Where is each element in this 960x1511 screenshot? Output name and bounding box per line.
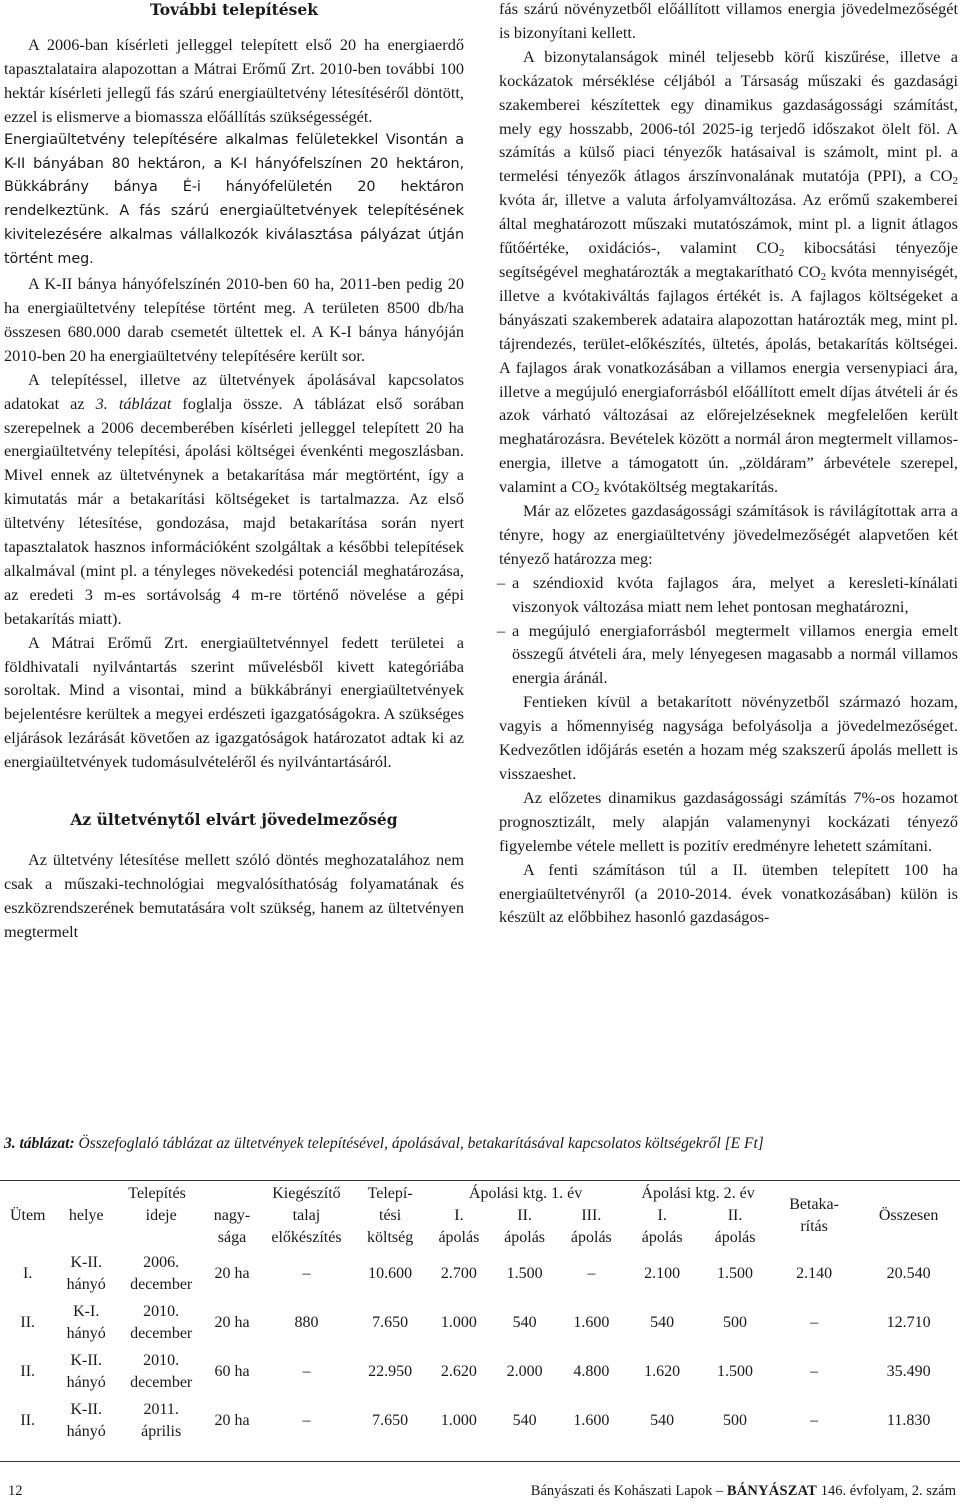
table-cell: 2.100 (644, 1264, 681, 1282)
table-cell: 540 (512, 1411, 537, 1429)
table-cell: 1.620 (644, 1362, 681, 1380)
text-fragment: kvótaköltség megtakarítás. (599, 477, 779, 497)
table-cell: – (810, 1411, 819, 1429)
paragraph: fás szárú növényzetből előállított villamos energia jövedelmezőségét is bizonyítani kellett. (499, 0, 958, 42)
table-cell: 2011. április (141, 1400, 182, 1440)
table-cell: 2.140 (796, 1264, 833, 1282)
paragraph-sans: Energiaültetvény telepítésére alkalmas felületekkel Visontán a K-II bányában 80 hektáron, a K-I hányófelszínen 20 hektáron, Bükkábrány bánya É-i hányófelületén 20 hektáron rendelkeztünk. A fás szárú energiaültetvények telepítésének kivitelezésére alkalmas vállalkozók kiválasztása pályázat útján történt meg. (4, 131, 464, 268)
table-cell: 4.800 (573, 1362, 610, 1380)
table-cell: 11.830 (886, 1411, 931, 1429)
page-number: 12 (8, 1483, 23, 1499)
table-cell: K-II. hányó (66, 1400, 106, 1440)
table-cell: – (810, 1362, 819, 1380)
journal-name: Bányászati és Kohászati Lapok – (530, 1483, 727, 1499)
table-cell: 10.600 (368, 1264, 413, 1282)
list-item: – a megújuló energiaforrásból megtermelt villamos energia emelt összegű átvételi ára, mely lényegesen magasabb a normál villamos energia áránál. (499, 619, 958, 691)
text-fragment: A telepítéssel, illetve az ültetvények ápolásával kapcsolatos adatokat az (4, 369, 464, 413)
subscript: 2 (778, 247, 785, 260)
header-i-apolas: I. ápolás (438, 1207, 480, 1246)
paragraph: A Mátrai Erőmű Zrt. energiaültetvénnyel fedett területei a földhivatali nyilvántartás szerint művelésből kivett kategóriába soroltak. Mind a visontai, mind a bükkábrányi energiaültetvények bejelentésre kerültek a megyei erdészeti igazgatóságokra. A szükséges eljárások lezárását követően az igazgatóságok határozatot adtak ki az energiaültetvények tudomásulvételéről és nyilvántartásáról. (4, 632, 464, 772)
paragraph: A K-II bánya hányófelszínén 2010-ben 60 ha, 2011-ben pedig 20 ha energiaültetvény telepítése történt meg. A területen 8500 db/ha összesen 680.000 darab csemetét ültettek el. A K-I bánya hányóján 2010-ben 20 ha energiaültetvény telepítésére került sor. (4, 274, 464, 365)
text-fragment: kibocsátási tényezője segítségével meghatározták a megtakarítható CO (499, 238, 959, 281)
table-top-rule (0, 1180, 960, 1181)
table-cell: K-I. hányó (66, 1302, 106, 1342)
table-cell: 1.000 (440, 1313, 477, 1331)
header-ii-apolas: II. ápolás (504, 1207, 546, 1246)
subscript: 2 (952, 175, 958, 188)
table-cell: 1.500 (717, 1264, 754, 1282)
table-cell: II. (20, 1362, 36, 1380)
paragraph: A 2006-ban kísérleti jelleggel telepített első 20 ha energiaerdő tapasztalataira alapozottan a Mátrai Erőmű Zrt. 2010-ben további 100 hektár kísérleti jellegű fás szárú energiaültetvény létesítéséről döntött, ezzel is elismerve a biomassza előállítás szükségességét. (4, 35, 464, 126)
table-cell: 35.490 (886, 1362, 931, 1380)
table-body (0, 1249, 960, 1445)
table-cell: 880 (294, 1313, 319, 1331)
header-betakaritas: Betaka- rítás (789, 1196, 839, 1235)
left-body (4, 33, 464, 774)
cost-table (0, 1183, 960, 1445)
text-fragment: kvóta ár, illetve a valuta árfolyamváltozása. Az erőmű szakemberei által meghatározott műszaki mutatószámok, mint pl. a lignit átlagos fűtőértéke, oxidációs-, valamint CO (499, 190, 958, 258)
header-ii-apolas-2: II. ápolás (714, 1207, 756, 1246)
header-helye: helye (68, 1207, 104, 1224)
table-cell: – (302, 1411, 311, 1429)
factor-list (499, 571, 958, 691)
table-cell: 20 ha (214, 1411, 250, 1429)
table-cell: 500 (723, 1313, 748, 1331)
header-apolasi-1: Ápolási ktg. 1. év (468, 1185, 583, 1202)
table-cell: 2.000 (506, 1362, 543, 1380)
subscript: 2 (820, 270, 827, 283)
table-cell: 12.710 (886, 1313, 931, 1331)
table-caption-label: 3. táblázat: (4, 1135, 75, 1152)
table-cell: 7.650 (372, 1411, 409, 1429)
header-utem: Ütem (9, 1207, 46, 1224)
table-cell: 20.540 (886, 1264, 931, 1282)
table-cell: 540 (650, 1411, 675, 1429)
table-cell: 2010. december (130, 1351, 193, 1391)
table-reference: 3. táblázat (95, 393, 172, 413)
table-cell: 20 ha (214, 1264, 250, 1282)
table-cell: II. (20, 1313, 36, 1331)
subscript: 2 (593, 486, 600, 499)
table-caption (4, 1133, 960, 1155)
paragraph: A fenti számításon túl a II. ütemben telepített 100 ha energiaültetvényről (a 2010-2014. évek vonatkozásában) külön is készült az előbbihez hasonló gazdaságos- (499, 859, 958, 927)
paragraph: Már az előzetes gazdaságossági számítások is rávilágítottak arra a tényre, hogy az energiaültetvény jövedelmezőségét alapvetően két tényező határozza meg: (499, 501, 958, 568)
table-cell: 540 (650, 1313, 675, 1331)
table-row (0, 1249, 960, 1298)
table-cell: 2.700 (440, 1264, 477, 1282)
list-item: – a széndioxid kvóta fajlagos ára, melyet a keresleti-kínálati viszonyok változása miatt nem lehet pontosan meghatározni, (499, 571, 958, 619)
table-cell: 1.600 (573, 1411, 610, 1429)
table-cell: 2010. december (130, 1302, 193, 1342)
table-cell: 7.650 (372, 1313, 409, 1331)
right-body (499, 0, 958, 929)
table-cell: – (810, 1313, 819, 1331)
table-cell: – (587, 1264, 596, 1282)
table-cell: 500 (723, 1411, 748, 1429)
table-row (0, 1396, 960, 1445)
paragraph: Az előzetes dinamikus gazdaságossági számítás 7%-os hozamot prognosztizált, mely alapján valamenynyi kockázati tényező figyelembe vétele mellett is pozitív eredményre lehetett számítani. (499, 787, 958, 855)
table-cell: II. (20, 1411, 36, 1429)
paragraph: Fentieken kívül a betakarított növényzetből származó hozam, vagyis a hőmennyiség nagysága befolyásolja a jövedelmezőséget. Kedvezőtlen időjárás esetén a hozam még szakszerű ápolás mellett is visszaeshet. (499, 692, 958, 783)
table-cell: – (302, 1264, 311, 1282)
table-cell: 60 ha (214, 1362, 250, 1380)
table-bottom-rule (0, 1461, 960, 1462)
table-cell: – (302, 1362, 311, 1380)
header-kiegeszito: Kiegészítő talaj előkészítés (271, 1185, 342, 1246)
journal-section: BÁNYÁSZAT (726, 1483, 818, 1499)
journal-issue: 146. évfolyam, 2. szám (817, 1483, 956, 1499)
section-heading-further-plantings: További telepítések (150, 0, 318, 19)
paragraph: Az ültetvény létesítése mellett szóló döntés meghozatalához nem csak a műszaki-technológiai megvalósíthatóság folyamatának és eszközrendszerének bemutatására volt szükség, hanem az ültetvényen megtermelt (4, 850, 464, 941)
table-cell: 1.500 (506, 1264, 543, 1282)
table-cell: I. (23, 1264, 33, 1282)
table-cell: 1.600 (573, 1313, 610, 1331)
table-cell: 1.500 (717, 1362, 754, 1380)
header-telepites: Telepítés (128, 1185, 186, 1202)
table-row (0, 1298, 960, 1347)
table-cell: 1.000 (440, 1411, 477, 1429)
table-cell: K-II. hányó (66, 1253, 106, 1293)
header-apolasi-2: Ápolási ktg. 2. év (641, 1185, 755, 1202)
header-osszesen: Összesen (878, 1207, 939, 1224)
table-caption-text: Összefoglaló táblázat az ültetvények telepítésével, ápolásával, betakarításával kapcsolatos költségekről [E Ft] (74, 1135, 764, 1152)
section-heading-profitability: Az ültetvénytől elvárt jövedelmezőség (70, 810, 398, 830)
header-nagysaga: nagy- sága (213, 1207, 251, 1246)
table-row (0, 1347, 960, 1396)
table-cell: 20 ha (214, 1313, 250, 1331)
header-telepitesi-koltseg: Telepí- tési költség (367, 1185, 414, 1246)
text-fragment: kvóta mennyiségét, illetve a kvótakiváltás fajlagos értékét is. A fajlagos költségeket a bányászati szakemberek adataira alapozottan határozták meg, mint pl. tájrendezés, terület-előkészítés, ültetés, ápolás, betakarítás költségei. A fajlagos árak vonatkozásában a villamos energia versenypiaci ára, illetve a megújuló energiaforrásból előállított emelt díjas átvételi ár és azok várható változásai az előrejelzéseknek megfelelően került meghatározásra. Bevételek között a normál áron megtermelt villamos-energia, illetve a támogatott ún. „zöldáram” árbevétele szerepel, valamint a CO (499, 261, 958, 497)
header-i-apolas-2: I. ápolás (641, 1207, 683, 1246)
paragraph (499, 45, 958, 499)
left-column (4, 0, 464, 944)
table-header (0, 1183, 960, 1249)
table-cell: 22.950 (368, 1362, 413, 1380)
header-iii-apolas: III. ápolás (570, 1207, 612, 1246)
left-body-2 (4, 848, 464, 944)
table-cell: 540 (512, 1313, 537, 1331)
text-fragment: A bizonytalanságok minél teljesebb körű kiszűrése, illetve a kockázatok mérséklése céljából a Társaság műszaki és gazdasági szakemberei készítettek egy dinamikus gazdaságossági számítást, mely egy hosszabb, 2006-tól 2025-ig terjedő időszakot ölelt föl. A számítás a külső piaci tényezők hatásaival is számolt, mint pl. a termelési tényezők átlagos árszínvonalának mutatója (PPI), a CO (499, 46, 958, 186)
journal-footer (531, 1483, 956, 1500)
right-column (499, 0, 958, 929)
header-ideje: ideje (145, 1207, 177, 1224)
table-cell: 2006. december (130, 1253, 193, 1293)
text-fragment: foglalja össze. A táblázat első sorában szerepelnek a 2006 decemberében kísérleti jelleggel telepített 20 ha energiaültetvény telepítési, ápolási költségei évenkénti megoszlásban. Mivel ennek az ültetvénynek a betakarítása már megtörtént, így a kimutatás már a betakarítási költségeket is tartalmazza. Az első ültetvény létesítése, gondozása, majd betakarítása során nyert tapasztalatok hasznos információként szolgáltak a későbbi telepítések alkalmával (mint pl. a tényleges növekedési potenciál meghatározása, az eredeti 3 m-es sortávolság 4 m-re történő növelése a gépi betakarítás miatt). (4, 393, 464, 628)
table-cell: 2.620 (440, 1362, 477, 1380)
paragraph (4, 368, 464, 631)
table-cell: K-II. hányó (66, 1351, 106, 1391)
